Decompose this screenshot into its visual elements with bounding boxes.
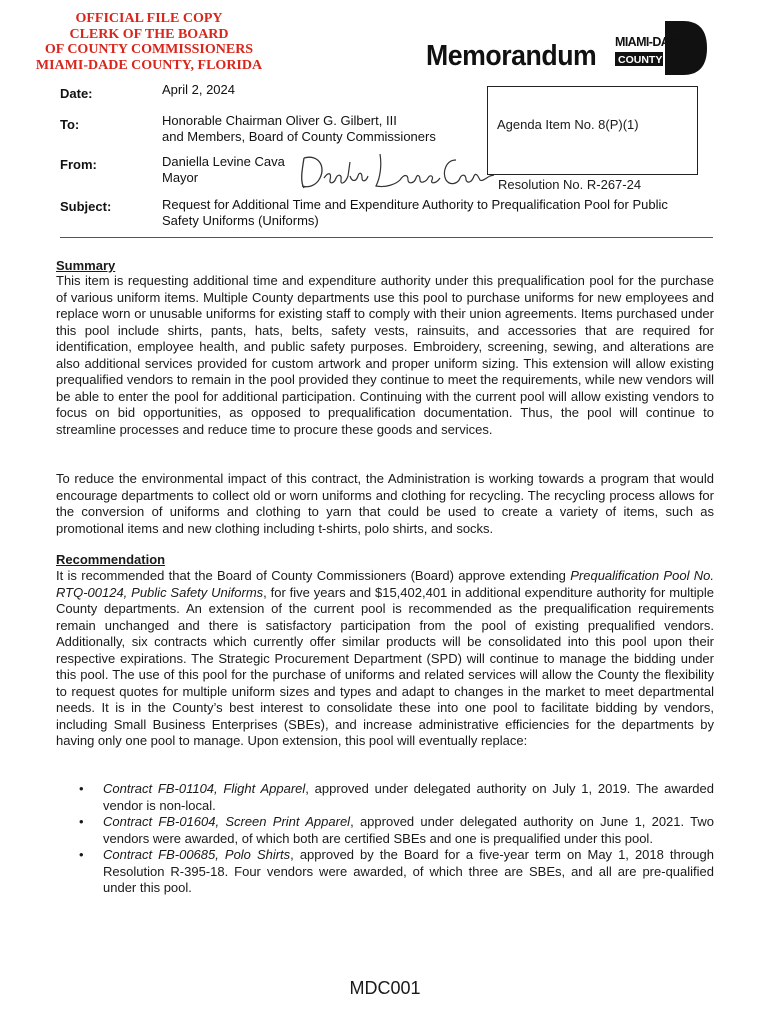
contract-text: , approved by the Board for a five-year term on May 1, 2018 through Resolution R-395-18. Four vendors were awarded, of which three are SBEs, and all are pre-qualified under this pool.: [103, 847, 714, 895]
contract-text: , approved under delegated authority on June 1, 2021. Two vendors were awarded, of which both are certified SBEs and one is prequalified under this pool.: [103, 814, 714, 846]
bullet-icon: •: [79, 814, 84, 829]
contract-name: Contract FB-01604, Screen Print Apparel: [103, 814, 351, 829]
mayor-signature: [296, 148, 496, 194]
contract-name: Contract FB-00685, Polo Shirts: [103, 847, 291, 862]
summary-paragraph-2: To reduce the environmental impact of this contract, the Administration is working towards a program that would encourage departments to collect old or worn uniforms and clothing for recycling. The recycling process allows for the conversion of uniforms and clothing to yarn that could be used to create a variety of items, such as promotional items and new clothing including t-shirts, polo shirts, and socks.: [56, 471, 714, 536]
stamp-line-3: OF COUNTY COMMISSIONERS: [44, 42, 254, 58]
recommendation-paragraph: [56, 568, 714, 750]
subject-label: Subject:: [60, 199, 112, 214]
contract-text: , approved under delegated authority on July 1, 2019. The awarded vendor is non-local.: [103, 781, 714, 813]
list-item: [56, 847, 714, 897]
stamp-line-2: CLERK OF THE BOARD: [69, 26, 229, 42]
agenda-item-number: Agenda Item No. 8(P)(1): [497, 117, 639, 132]
to-label: To:: [60, 117, 80, 132]
recommendation-heading: Recommendation: [56, 552, 166, 567]
resolution-number: Resolution No. R-267-24: [498, 177, 642, 192]
page-footer-code: MDC001: [349, 978, 421, 998]
bullet-icon: •: [79, 781, 84, 796]
clerk-stamp: [24, 11, 274, 73]
contract-name: Contract FB-01104, Flight Apparel: [103, 781, 306, 796]
logo-top-text: MIAMI-DADE: [615, 35, 686, 49]
list-item: [56, 814, 714, 847]
date-value: April 2, 2024: [162, 82, 235, 97]
recommendation-intro: It is recommended that the Board of County Commissioners (Board) approve extending: [56, 568, 571, 583]
logo-bottom-text: COUNTY: [618, 54, 663, 66]
memo-title: Memorandum: [426, 40, 597, 72]
from-line-2: Mayor: [162, 170, 199, 185]
stamp-line-4: MIAMI-DADE COUNTY, FLORIDA: [35, 57, 263, 73]
subject-line-1: Request for Additional Time and Expenditure Authority to Prequalification Pool for Public: [162, 197, 668, 212]
miami-dade-logo: [613, 21, 707, 75]
from-label: From:: [60, 157, 97, 172]
stamp-line-1: OFFICIAL FILE COPY: [75, 11, 223, 26]
to-line-2: and Members, Board of County Commissioners: [162, 129, 436, 144]
list-item: [56, 781, 714, 814]
pool-name: Prequalification Pool No. RTQ-00124, Public Safety Uniforms: [56, 568, 714, 600]
header-divider: [60, 237, 713, 238]
contract-list: [56, 781, 714, 897]
to-line-1: Honorable Chairman Oliver G. Gilbert, III: [162, 113, 397, 128]
date-label: Date:: [60, 86, 93, 101]
recommendation-rest: , for five years and $15,402,401 in additional expenditure authority for multiple County departments. An extension of the current pool is recommended as the prequalification requirements remain unchanged and there is satisfactory participation from the pool of existing prequalified vendors. Additionally, six contracts which currently offer similar products will be consolidated into this pool upon their respective expirations. The Strategic Procurement Department (SPD) will continue to manage the bidding under this pool. The use of this pool for the purchase of uniforms and related services will allow the County the flexibility to request quotes for multiple uniform sizes and types and adapt to changes in the market to meet departmental needs. It is in the County’s best interest to consolidate these into one pool to facilitate bidding by vendors, including Small Business Enterprises (SBEs), and increase administrative efficiencies for the departments by having only one pool to manage. Upon extension, this pool will eventually replace:: [56, 584, 715, 748]
bullet-icon: •: [79, 847, 84, 862]
summary-heading: Summary: [56, 258, 116, 273]
summary-paragraph-1: This item is requesting additional time and expenditure authority under this prequalification pool for the purchase of various uniform items. Multiple County departments use this pool to purchase uniforms for new employees and replace worn or unusable uniforms for existing staff to comply with their union agreements. Items purchased under this pool include shirts, pants, hats, belts, safety vests, rainsuits, and accessories that are required for identification, employee health, and public safety purposes. Embroidery, screening, sewing, and alterations are also additional services provided for custom artwork and proper uniform sizing. This extension will allow existing prequalified vendors to remain in the pool provided they continue to meet the requirements, while new vendors will be able to enter the pool for additional participation. Continuing with the current pool will allow existing vendors to focus on bid opportunities, as opposed to prequalification documentation. Thus, the pool will continue to streamline processes and reduce time to procure these goods and services.: [56, 273, 714, 437]
from-line-1: Daniella Levine Cava: [162, 154, 285, 169]
subject-line-2: Safety Uniforms (Uniforms): [162, 213, 319, 228]
